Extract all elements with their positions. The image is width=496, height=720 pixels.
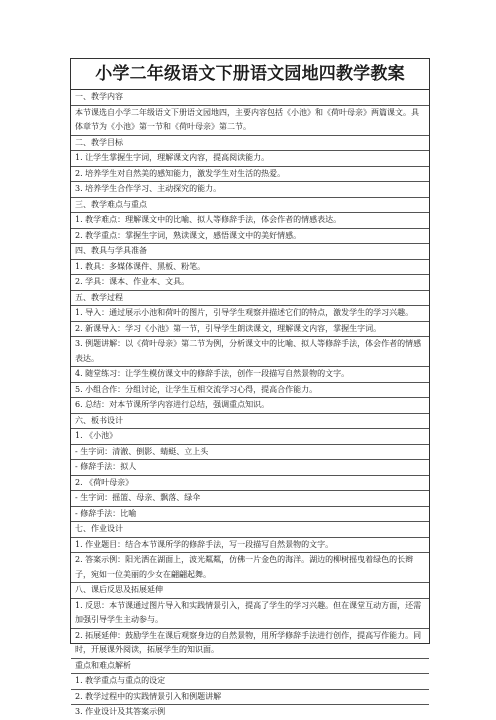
table-row: 1. 反思：本节课通过图片导入和实践情景引入，提高了学生的学习兴趣。但在课堂互动方面，还需加强引导学生主动参与。 — [71, 599, 429, 629]
table-row: 四、教具与学具准备 — [71, 244, 429, 260]
table-row: 1. 《小池》 — [71, 429, 429, 445]
table-row: 2. 新课导入：学习《小池》第一节，引导学生朗读课文，理解课文内容，掌握生字词。 — [71, 322, 429, 338]
document-title: 小学二年级语文下册语文园地四教学教案 — [71, 59, 429, 90]
table-row: 1. 作业题目：结合本节课所学的修辞手法，写一段描写自然景物的文字。 — [71, 538, 429, 554]
table-row: 六、板书设计 — [71, 414, 429, 430]
table-row: 2. 拓展延伸：鼓励学生在课后观察身边的自然景物，用所学修辞手法进行创作，提高写作能力。同时，开展课外阅读，拓展学生的知识面。 — [71, 629, 429, 659]
table-row: 6. 总结：对本节课所学内容进行总结，强调重点知识。 — [71, 398, 429, 414]
lesson-plan-table — [70, 58, 430, 716]
table-row: 1. 教学难点：理解课文中的比喻、拟人等修辞手法，体会作者的情感表达。 — [71, 213, 429, 229]
table-row: 1. 教具：多媒体课件、黑板、粉笔。 — [71, 260, 429, 276]
table-row: 3. 作业设计及其答案示例 — [75, 707, 166, 716]
table-row: 2. 教学重点：掌握生字词，熟读课文，感悟课文中的美好情感。 — [71, 229, 429, 245]
table-row: 1. 导入：通过展示小池和荷叶的图片，引导学生观察并描述它们的特点，激发学生的学习兴趣。 — [71, 306, 429, 322]
table-row: 一、教学内容 — [71, 90, 429, 106]
table-row: 五、教学过程 — [71, 291, 429, 307]
table-row: 4. 随堂练习：让学生模仿课文中的修辞手法，创作一段描写自然景物的文字。 — [71, 367, 429, 383]
table-row: 3. 培养学生合作学习、主动探究的能力。 — [71, 182, 429, 198]
table-row: 2. 培养学生对自然美的感知能力，激发学生对生活的热爱。 — [71, 167, 429, 183]
table-row: 重点和难点解析 — [71, 659, 429, 675]
table-body — [71, 90, 429, 720]
table-row: 5. 小组合作：分组讨论，让学生互相交流学习心得，提高合作能力。 — [71, 383, 429, 399]
table-row: - 生字词：摇篮、母亲、飘落、绿伞 — [71, 491, 429, 507]
table-row: 3. 例题讲解：以《荷叶母亲》第二节为例，分析课文中的比喻、拟人等修辞手法，体会作者的情感表达。 — [71, 337, 429, 367]
table-row: - 修辞手法：比喻 — [71, 507, 429, 523]
table-row: - 生字词：清澈、倒影、蜻蜓、立上头 — [71, 445, 429, 461]
table-row: 2. 学具：课本、作业本、文具。 — [71, 275, 429, 291]
table-row: 1. 教学重点与重点的设定 — [71, 674, 429, 690]
table-row: 二、教学目标 — [71, 136, 429, 152]
table-row: 2. 答案示例：阳光洒在湖面上，波光粼粼，仿佛一片金色的海洋。湖边的柳树摇曳着绿色的长辫子，宛如一位美丽的少女在翩翩起舞。 — [71, 553, 429, 583]
table-row: 七、作业设计 — [71, 522, 429, 538]
table-row: 2. 《荷叶母亲》 — [71, 476, 429, 492]
table-row: 八、课后反思及拓展延伸 — [71, 583, 429, 599]
table-row: 1. 让学生掌握生字词，理解课文内容，提高阅读能力。 — [71, 151, 429, 167]
table-row: - 修辞手法：拟人 — [71, 460, 429, 476]
table-row: 本节课选自小学二年级语文下册语文园地四，主要内容包括《小池》和《荷叶母亲》两篇课文。具体章节为《小池》第一节和《荷叶母亲》第二节。 — [71, 106, 429, 136]
table-row: 2. 教学过程中的实践情景引入和例题讲解 — [71, 690, 429, 706]
table-row: 三、教学难点与重点 — [71, 198, 429, 214]
